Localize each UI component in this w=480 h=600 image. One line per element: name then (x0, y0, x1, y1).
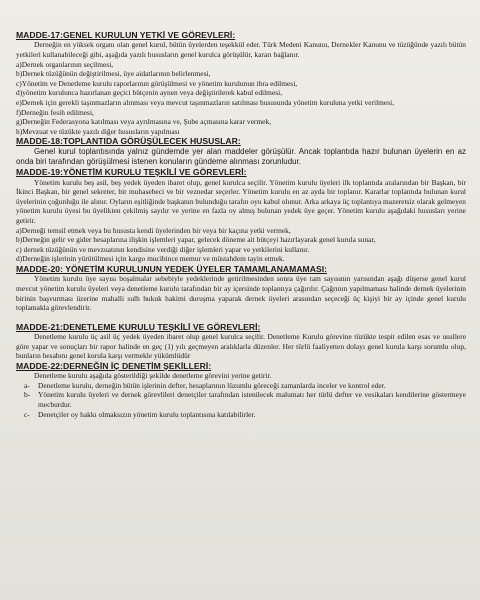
article-22-intro: Denetleme kurulu aşağıda gösterildiği şekilde denetleme görevini yerine getirir. (34, 371, 272, 381)
article-18-body: Genel kurul toplantısında yalnız gündemde yer alan maddeler görüşülür. Ancak toplantıda hazır bulunan üyelerin en az onda biri tarafından görüşülmesi istenen konuların gündeme alınması zorunludur. (16, 146, 466, 166)
article-19-item: a)Derneği temsil etmek veya bu hususta kendi üyelerinden bir veya bir kaçına yetki vermek, (16, 225, 291, 235)
item-text: Denetçiler oy hakkı olmaksızın yönetim kurulu toplantısına katılabilirler. (38, 409, 256, 419)
article-17-item: h)Mevzuat ve tüzükte yazılı diğer hususların yapılması (16, 126, 180, 136)
article-17-item: g)Derneğin Federasyona katılması veya ayrılmasına ve, Şube açmasına karar vermek, (16, 117, 272, 127)
article-19-item: d)Derneğin işlerinin yürütülmesi için kargo mucibince memur ve müstahdem tayin etmek. (16, 254, 285, 264)
item-text: Yönetim kurulu üyeleri ve dernek görevlileri denetçiler tarafından istenilecek malumatı her türlü defter ve vesikaları kendilerine göstermeye mecburdur. (38, 390, 466, 410)
section-spacer (16, 313, 466, 322)
article-22-heading: MADDE-22:DERNEĞİN İÇ DENETİM ŞEKİLLERİ: (16, 360, 212, 371)
article-17-item: e)Dernek için gerekli taşınmazların alınması veya mevcut taşınmazların satılması hususunda yönetim kuruluna yetki verilmesi, (16, 97, 395, 107)
article-18-heading: MADDE-18:TOPLANTIDA GÖRÜŞÜLECEK HUSUSLAR: (16, 136, 241, 147)
article-19-item: b)Derneğin gelir ve gider hesaplarına ilişkin işlemleri yapar, gelecek döneme ait bütçeyi hazırlayarak genel kurula sunar, (16, 235, 376, 245)
article-21-heading: MADDE-21:DENETLEME KURULU TEŞKİLİ VE GÖREVLERİ: (16, 321, 261, 332)
article-20-body: Yönetim kurulu üye sayısı boşalmalar sebebiyle yedeklerinde getirilmesinden sonra üye tam sayısının yarısından aşağı düşerse genel kurul mevcut yönetim kurulu üyeleri veya denetleme kurulu tarafından bir ay içersinde toplantıya çağırılır. Çağrının yapılmaması halinde dernek üyelerinin birinin başvurması üzerine mahalli sulh hukuk hakimi duruşma yaparak dernek üyeleri arasından seçeceği üç kişiyi bir ay içinde genel kurulu toplamakla görevlendirir. (16, 274, 466, 313)
article-19-intro: Yönetim kurulu beş asil, beş yedek üyeden ibaret olup, genel kurulca seçilir. Yönetim kurulu üyeleri ilk toplantıda aralarından bir Başkan, bir İkinci Başkan, bir genel sekreter, bir muhasebeci ve bir veznedar seçerler. Yönetim kurulu en az ayda bir toplanır. Kararlar toplantıda bulunan kurul üyelerinin çoğunluğu ile alınır. Oyların eşitliğinde başkanın bulunduğu tarafın oyu kabul olunur. Arka arkaya üç toplantıya mazeretsiz olarak gelmeyen yönetim kurulu üyesi bu üyelikten çekilmiş sayılır ve yerine en fazla oy almış bulunan yedek üye geçer. Yönetim kurulu aşağıdaki hususları yerine getirir. (16, 177, 467, 225)
article-17-item: d)yönetim kurulunca hazırlanan geçici bütçenin aynen veya değiştirilerek kabul edilmesi, (16, 88, 283, 98)
article-17-item: c)Yönetim ve Denetleme kurulu raporlarının görüşülmesi ve yönetim kurulunun ibra edilmesi, (16, 78, 298, 88)
item-marker: b- (24, 390, 31, 400)
article-22-item (16, 390, 466, 409)
article-17-item: f)Derneğin fesih edilmesi, (16, 107, 94, 117)
article-22-item (16, 381, 466, 391)
item-marker: a- (24, 380, 30, 390)
article-17-heading: MADDE-17:GENEL KURULUN YETKİ VE GÖREVLERİ: (16, 30, 236, 40)
article-19-heading: MADDE-19:YÖNETİM KURULU TEŞKİLİ VE GÖREVLERİ: (16, 167, 247, 178)
article-22-item (16, 410, 466, 420)
article-17-item: b)Dernek tüzüğünün değiştirilmesi, üye aidatlarının belirlenmesi, (16, 69, 211, 79)
article-20-heading: MADDE-20: YÖNETİM KURULUNUN YEDEK ÜYELER TAMAMLANAMAMASI: (16, 263, 327, 274)
article-17-intro: Derneğin en yüksek organı olan genel kurul, bütün üyelerden teşekkül eder. Türk Medeni Kanunu, Dernekler Kanunu ve tüzüğünde yazılı bütün yetkileri kullanabileceği gibi, aşağıda yazılı hususların genel kurulca görüşülür, kararı bağlanır. (16, 40, 466, 59)
article-19-item: c) dernek tüzüğünün ve mevzuatının kendisine verdiği diğer işlemleri yapar ve yetkilerini kullanır. (16, 244, 310, 254)
article-17-item: a)Dernek organlarının seçilmesi, (16, 59, 114, 69)
article-21-body: Denetleme kurulu üç asil üç yedek üyeden ibaret olup genel kurulca seçilir. Denetleme Kurulu görevine tüzükte tespit edilen esas ve usullere göre yapar ve sonuçları bir rapor halinde en geç (1) yılı geçmeyen aralıklarla düzenler. Her türlü faaliyetten dolayı genel kurula karşı sorumlu olup, bunların hesabını genel kurula karşı vermekle yükümlüdür (16, 332, 466, 361)
item-marker: c- (24, 409, 30, 419)
item-text: Denetleme kurulu, derneğin bütün işlerinin defter, hesaplarının lüzumlu göreceği zamanlarda inceler ve kontrol eder. (38, 380, 386, 390)
